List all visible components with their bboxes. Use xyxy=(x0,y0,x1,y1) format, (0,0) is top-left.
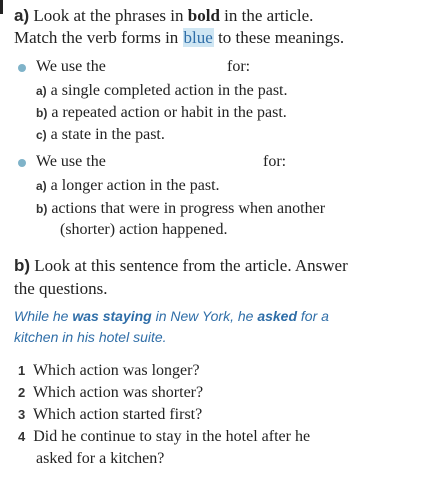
question-item-continuation: asked for a kitchen? xyxy=(36,450,165,467)
part-b-label: b) xyxy=(14,256,31,275)
bullet-dot xyxy=(18,64,26,72)
list-item: a) a longer action in the past. xyxy=(36,177,220,194)
list-item: b) a repeated action or habit in the past. xyxy=(36,104,287,121)
part-a-instruction-line2: Match the verb forms in blue to these meanings. xyxy=(14,28,345,47)
bullet-1-post: for: xyxy=(227,58,251,75)
list-item: a) a single completed action in the past. xyxy=(36,82,288,99)
bullet-2-post: for: xyxy=(263,153,287,170)
bullet-2-pre: We use the xyxy=(36,153,106,170)
question-item: 1 Which action was longer? xyxy=(18,362,200,379)
left-edge-mark xyxy=(0,0,3,14)
bullet-1-pre: We use the xyxy=(36,58,106,75)
list-item: c) a state in the past. xyxy=(36,126,165,143)
quote-sentence-line2: kitchen in his hotel suite. xyxy=(14,329,167,345)
quote-sentence: While he was staying in New York, he asked for a xyxy=(14,308,329,324)
question-item: 4 Did he continue to stay in the hotel after he xyxy=(18,428,311,445)
question-item: 2 Which action was shorter? xyxy=(18,384,204,401)
part-b-instruction-line1: b) Look at this sentence from the article. Answer xyxy=(14,256,348,275)
list-item-continuation: (shorter) action happened. xyxy=(60,221,228,238)
bullet-dot xyxy=(18,159,26,167)
list-item: b) actions that were in progress when another xyxy=(36,200,326,217)
blue-highlight-word: blue xyxy=(183,28,213,47)
part-b-instruction-line2: the questions. xyxy=(14,279,108,298)
question-item: 3 Which action started first? xyxy=(18,406,203,423)
part-a-instruction-line1: a) Look at the phrases in bold in the article. xyxy=(14,6,314,25)
part-a-label: a) xyxy=(14,6,30,25)
